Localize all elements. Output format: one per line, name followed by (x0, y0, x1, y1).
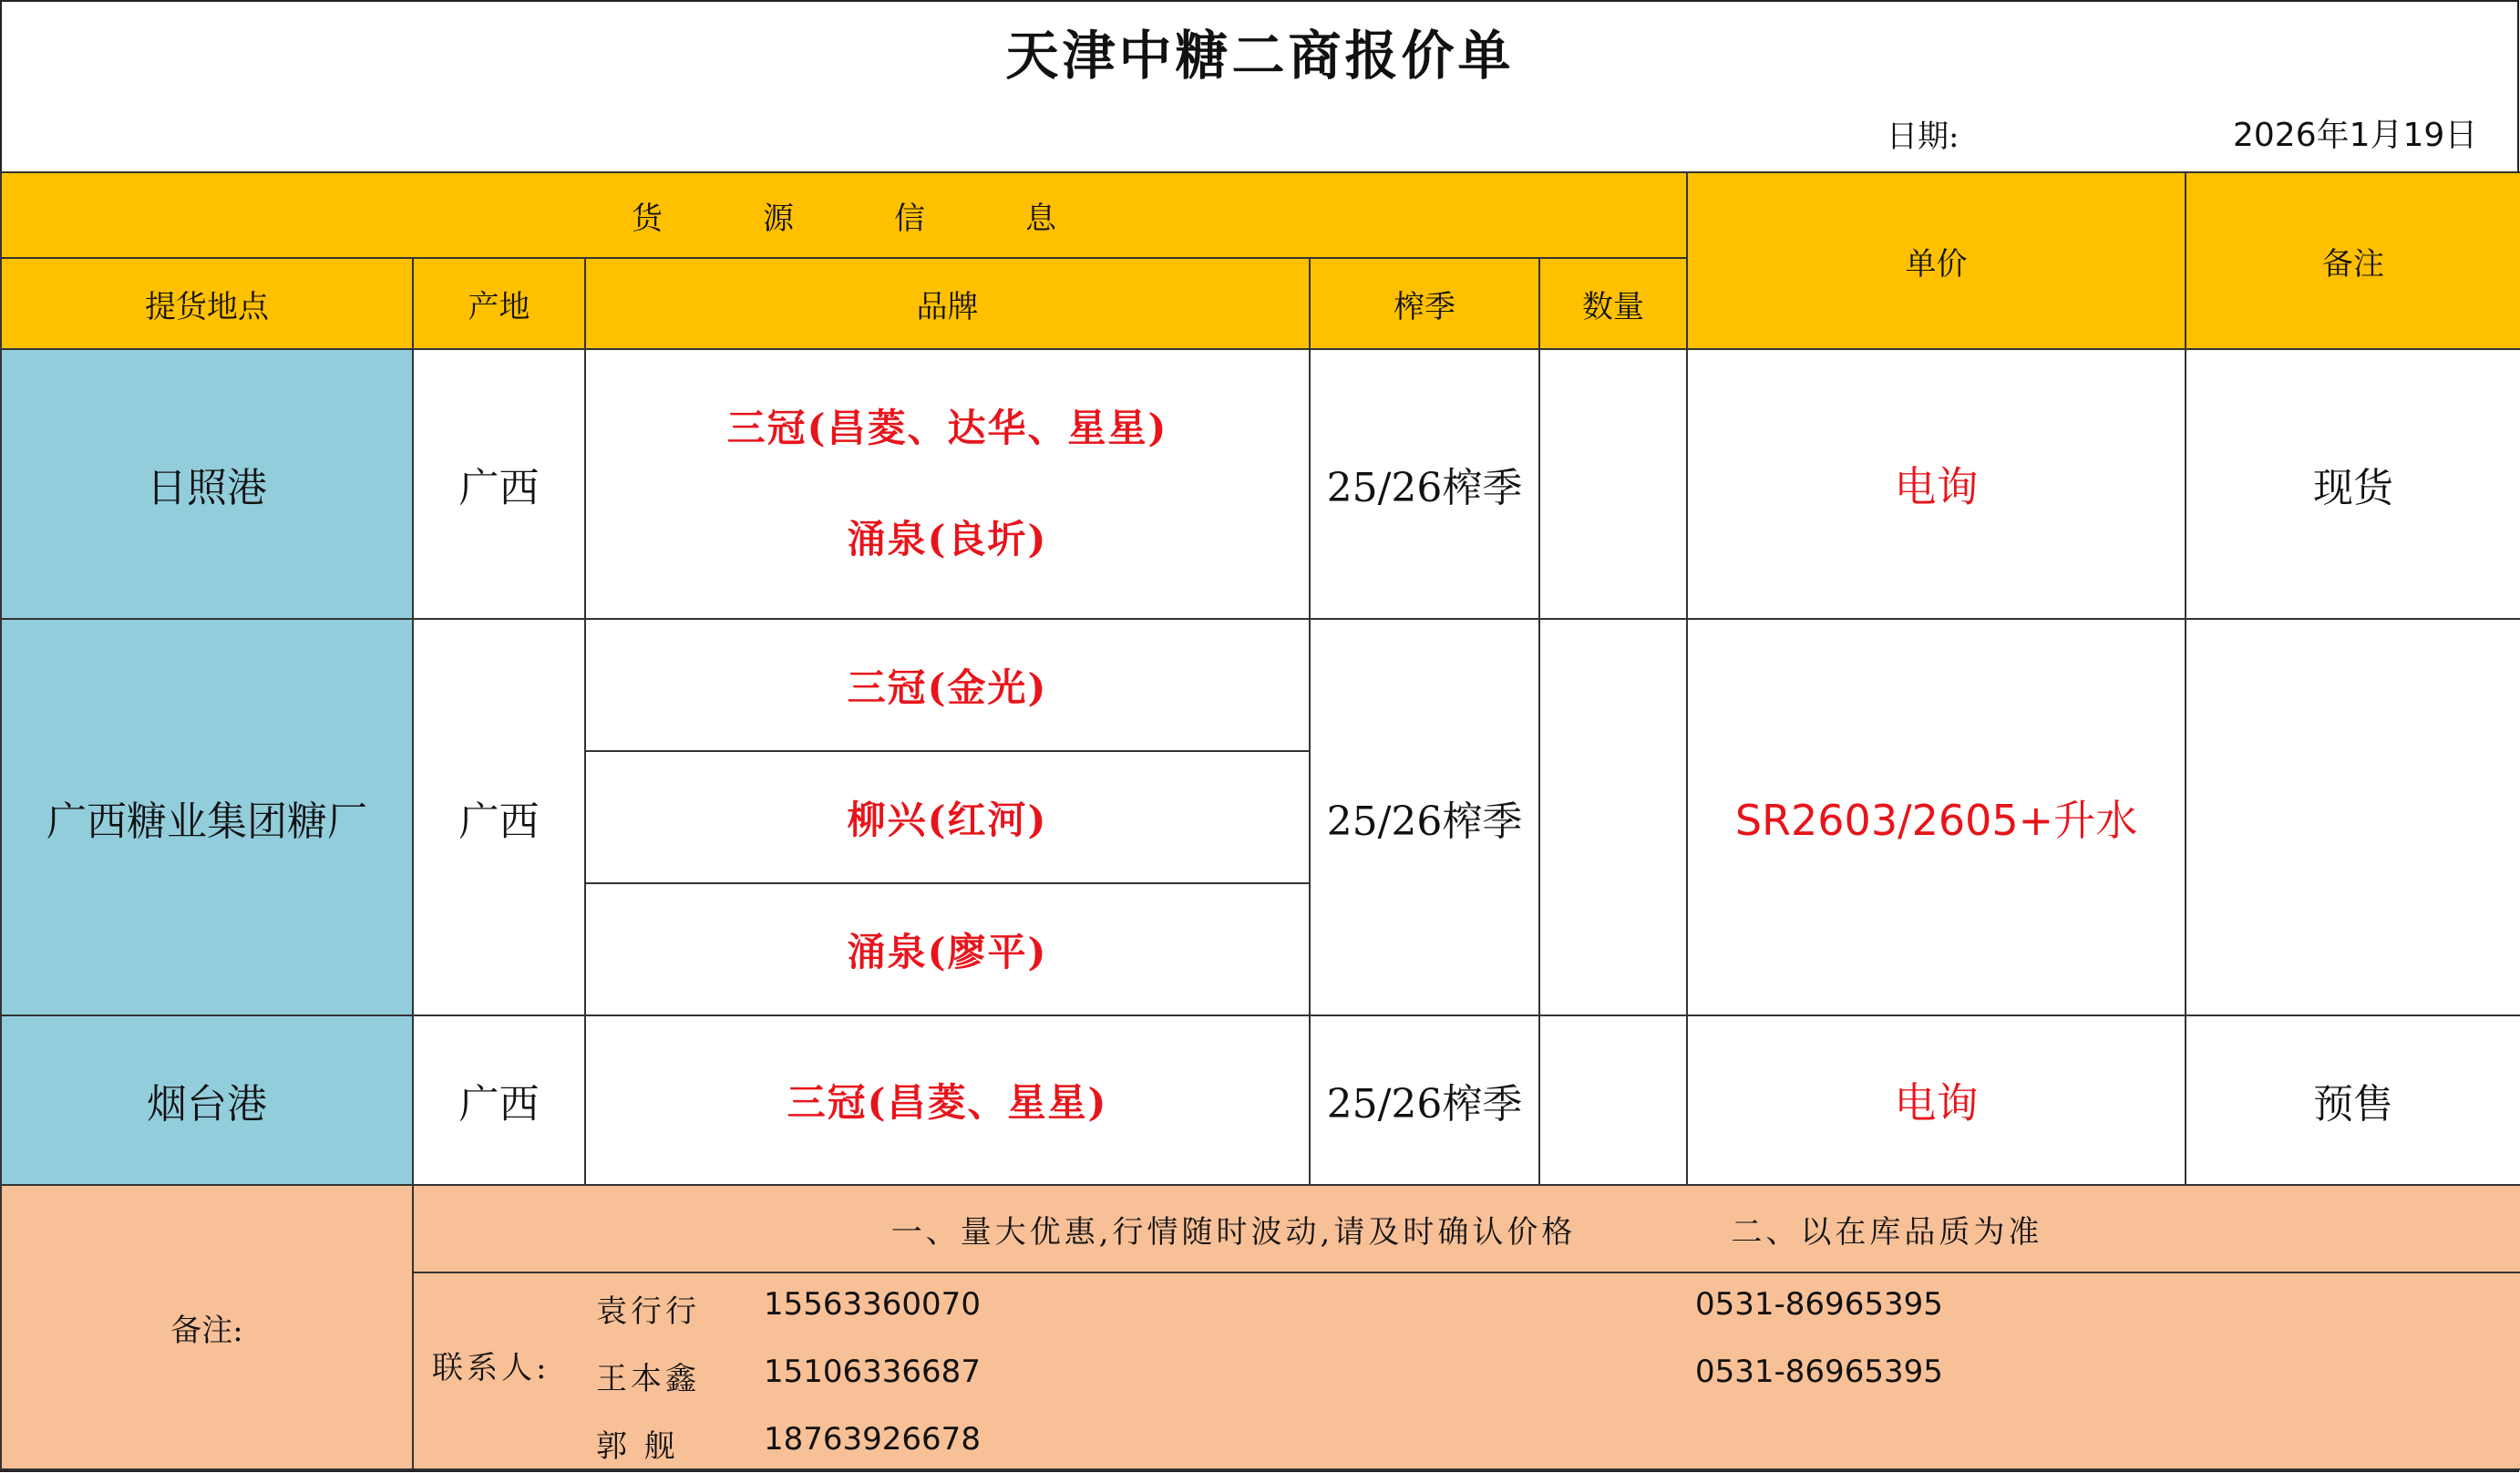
location-header: 提货地点 (1, 258, 413, 349)
note-volume-discount: 一、量大优惠,行情随时波动,请及时确认价格 (890, 1213, 1577, 1251)
table-row (1, 1015, 2520, 1185)
season-cell: 25/26榨季 (1310, 1015, 1539, 1185)
notes-line (413, 1185, 2520, 1272)
remark-cell (2186, 619, 2520, 1015)
supply-info-header: 货源信息 (1, 172, 1687, 258)
contact-row (414, 1354, 2520, 1408)
quantity-cell (1539, 349, 1687, 619)
location-cell: 日照港 (1, 349, 413, 619)
brand-header: 品牌 (585, 258, 1310, 349)
season-cell: 25/26榨季 (1310, 349, 1539, 619)
location-cell: 广西糖业集团糖厂 (1, 619, 413, 1015)
brand-name: 三冠(昌菱、达华、星星) (726, 406, 1168, 450)
origin-header: 产地 (413, 258, 585, 349)
contact-row (414, 1286, 2520, 1341)
origin-cell: 广西 (413, 619, 585, 1015)
quantity-cell (1539, 619, 1687, 1015)
contact-name: 郭 舰 (596, 1428, 679, 1465)
quote-table (0, 171, 2520, 1470)
page-title: 天津中糖二商报价单 (1005, 25, 1515, 87)
season-header: 榨季 (1310, 258, 1539, 349)
note-quality: 二、以在库品质为准 (1731, 1213, 2043, 1251)
contact-label: 联系人: (432, 1350, 550, 1386)
origin-cell: 广西 (413, 1015, 585, 1185)
season-cell: 25/26榨季 (1310, 619, 1539, 1015)
brand-name: 涌泉(良圻) (847, 517, 1048, 561)
price-cell: SR2603/2605+升水 (1687, 619, 2186, 1015)
contact-mobile: 18763926678 (764, 1421, 981, 1458)
brand-cell: 柳兴(红河) (585, 751, 1310, 883)
brand-cell (585, 349, 1310, 619)
origin-cell: 广西 (413, 349, 585, 619)
price-cell: 电询 (1687, 1015, 2186, 1185)
contact-name: 王本鑫 (596, 1361, 700, 1397)
contact-mobile: 15106336687 (764, 1354, 981, 1390)
contacts-cell (413, 1272, 2520, 1469)
date-value: 2026年1月19日 (2233, 117, 2478, 154)
price-header: 单价 (1687, 172, 2186, 349)
location-cell: 烟台港 (1, 1015, 413, 1185)
brand-cell: 涌泉(廖平) (585, 883, 1310, 1015)
table-row (1, 619, 2520, 751)
contact-phone: 0531-86965395 (1695, 1354, 1943, 1390)
footer-label: 备注: (1, 1185, 413, 1469)
remark-cell: 预售 (2186, 1015, 2520, 1185)
quantity-header: 数量 (1539, 258, 1687, 349)
date-label: 日期: (1887, 118, 1959, 155)
contact-name: 袁行行 (596, 1293, 700, 1330)
quantity-cell (1539, 1015, 1687, 1185)
price-cell: 电询 (1687, 349, 2186, 619)
remark-cell: 现货 (2186, 349, 2520, 619)
contact-phone: 0531-86965395 (1695, 1286, 1943, 1323)
contact-row (414, 1421, 2520, 1469)
remark-header: 备注 (2186, 172, 2520, 349)
brand-cell: 三冠(金光) (585, 619, 1310, 751)
brand-cell: 三冠(昌菱、星星) (585, 1015, 1310, 1185)
contact-mobile: 15563360070 (764, 1286, 981, 1323)
contacts-block (414, 1273, 2520, 1468)
table-row (1, 349, 2520, 619)
